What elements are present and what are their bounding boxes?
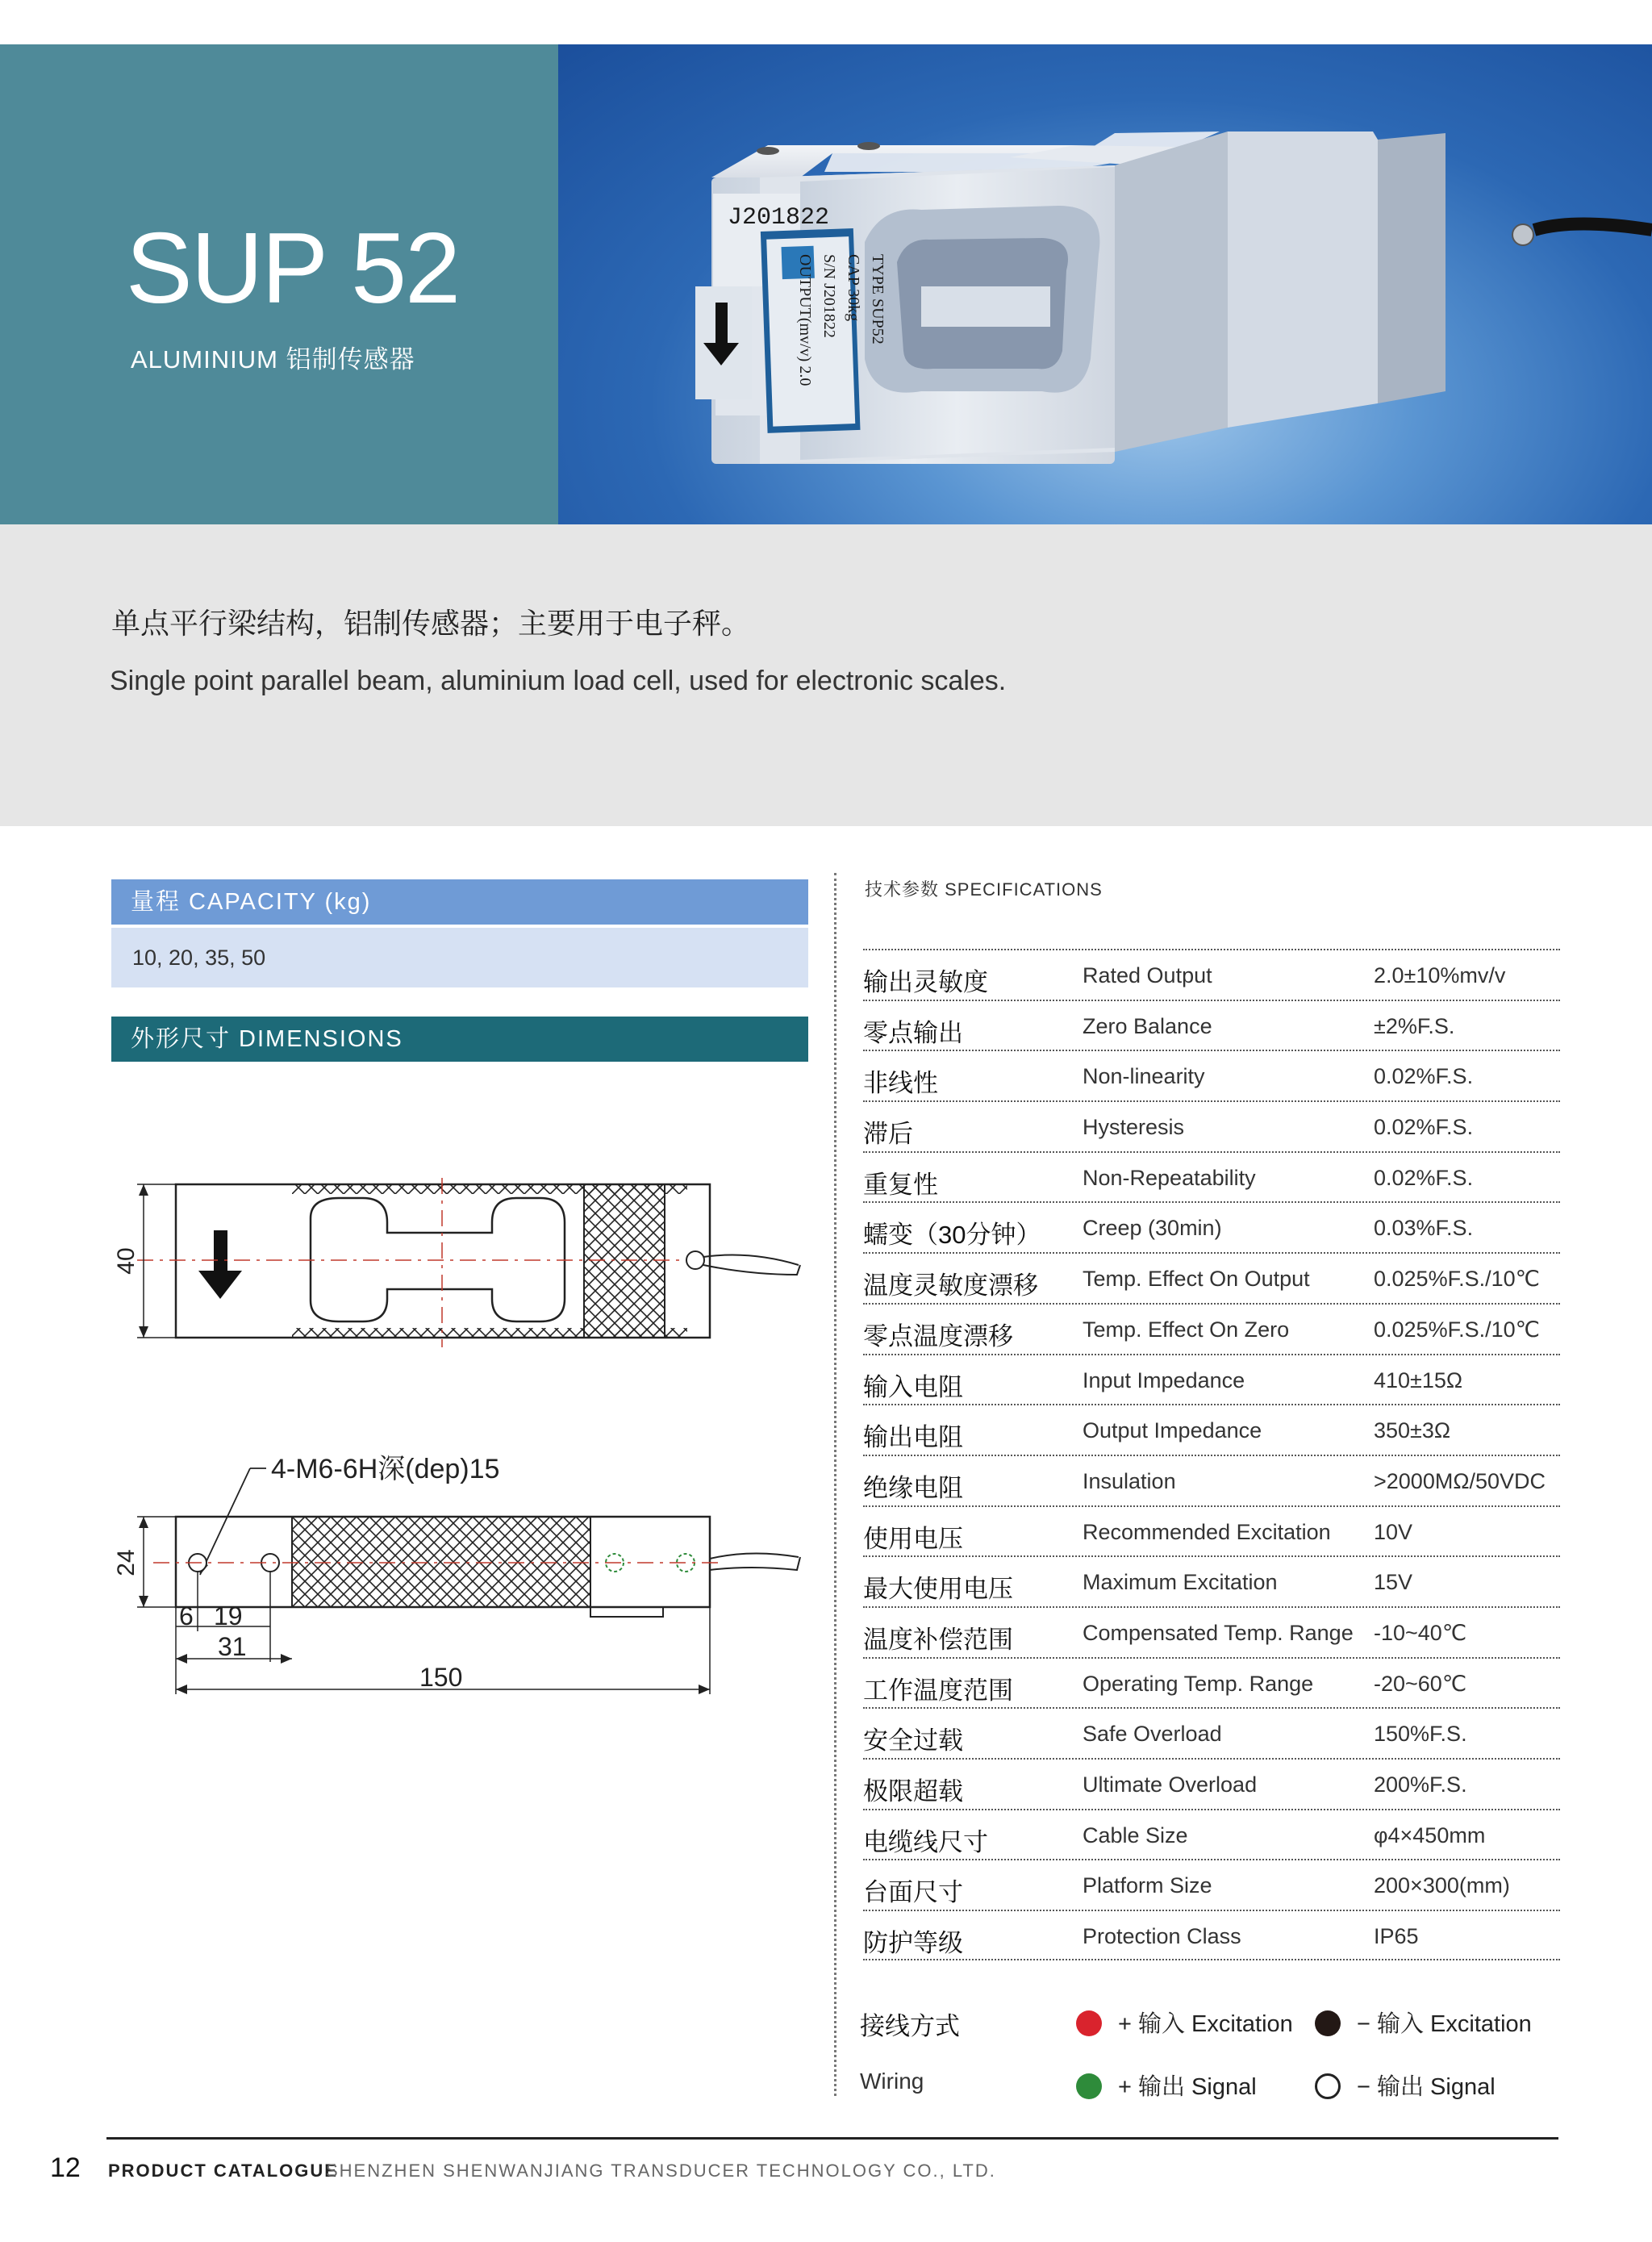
spec-name-chinese: 零点温度漂移 (863, 1321, 1013, 1351)
capacity-values: 10, 20, 35, 50 (111, 928, 808, 987)
spec-row (863, 1354, 1560, 1405)
spec-row (863, 1606, 1560, 1657)
spec-row (863, 1657, 1560, 1708)
spec-value: 350±3Ω (1374, 1418, 1451, 1443)
photo-label-output: OUTPUT(mv/v) 2.0 (796, 254, 814, 386)
dimensions-heading: 外形尺寸 DIMENSIONS (111, 1017, 808, 1062)
description-english: Single point parallel beam, aluminium load cell, used for electronic scales. (110, 666, 1007, 696)
spec-name-english: Platform Size (1083, 1873, 1212, 1898)
wire-signal-positive (1076, 2069, 1257, 2102)
black-dot-icon (1315, 2010, 1341, 2036)
wire-signal-negative (1315, 2069, 1496, 2102)
spec-row (863, 1455, 1560, 1505)
load-cell-photo (558, 44, 1652, 524)
spec-name-english: Temp. Effect On Zero (1083, 1317, 1290, 1342)
dimension-31: 31 (218, 1632, 247, 1661)
spec-value: 15V (1374, 1570, 1413, 1595)
spec-name-english: Protection Class (1083, 1924, 1241, 1949)
spec-value: -20~60℃ (1374, 1671, 1467, 1696)
spec-name-chinese: 滞后 (863, 1120, 913, 1149)
spec-row (863, 1000, 1560, 1050)
spec-value: 0.02%F.S. (1374, 1165, 1474, 1190)
spec-value: -10~40℃ (1374, 1620, 1467, 1645)
dimension-drawing (105, 1162, 831, 1726)
product-photo (558, 44, 1652, 524)
spec-name-english: Creep (30min) (1083, 1216, 1222, 1241)
wire-label: − 输入 Excitation (1357, 2011, 1532, 2037)
spec-row (863, 949, 1560, 1000)
spec-value: 0.025%F.S./10℃ (1374, 1267, 1540, 1292)
spec-name-english: Maximum Excitation (1083, 1570, 1278, 1595)
spec-name-chinese: 工作温度范围 (863, 1676, 1013, 1705)
spec-row (863, 1100, 1560, 1151)
spec-value: ±2%F.S. (1374, 1013, 1455, 1038)
spec-name-chinese: 温度补偿范围 (863, 1625, 1013, 1654)
wiring-label-english: Wiring (860, 2069, 924, 2094)
spec-value: 0.02%F.S. (1374, 1115, 1474, 1140)
spec-name-chinese: 输出电阻 (863, 1423, 963, 1452)
spec-value: 2.0±10%mv/v (1374, 963, 1506, 987)
spec-value: φ4×450mm (1374, 1822, 1486, 1847)
wire-label: + 输入 Excitation (1118, 2011, 1293, 2037)
spec-row (863, 1555, 1560, 1606)
spec-row (863, 1201, 1560, 1252)
spec-value: 10V (1374, 1519, 1413, 1544)
column-divider (834, 873, 836, 2096)
wire-label: − 输出 Signal (1357, 2074, 1496, 2100)
spec-name-english: Cable Size (1083, 1822, 1188, 1847)
spec-name-chinese: 最大使用电压 (863, 1575, 1013, 1604)
spec-row (863, 1151, 1560, 1202)
dimension-19: 19 (214, 1601, 243, 1630)
photo-label-sn: S/N J201822 (820, 254, 838, 338)
red-dot-icon (1076, 2010, 1102, 2036)
spec-name-chinese: 安全过载 (863, 1726, 963, 1756)
wire-excitation-positive (1076, 2006, 1293, 2039)
spec-name-english: Temp. Effect On Output (1083, 1267, 1310, 1292)
spec-name-chinese: 输入电阻 (863, 1372, 963, 1401)
spec-name-english: Recommended Excitation (1083, 1519, 1331, 1544)
spec-value: 150%F.S. (1374, 1722, 1467, 1747)
spec-name-english: Ultimate Overload (1083, 1772, 1258, 1797)
spec-name-chinese: 蠕变（30分钟） (863, 1221, 1041, 1250)
dimension-length: 150 (419, 1663, 463, 1692)
spec-value: 0.02%F.S. (1374, 1064, 1474, 1089)
spec-name-english: Zero Balance (1083, 1013, 1212, 1038)
model-subtitle: ALUMINIUM 铝制传感器 (131, 345, 415, 374)
spec-row (863, 1050, 1560, 1100)
spec-name-chinese: 绝缘电阻 (863, 1473, 963, 1502)
spec-name-english: Compensated Temp. Range (1083, 1620, 1354, 1645)
spec-name-english: Output Impedance (1083, 1418, 1262, 1443)
spec-name-chinese: 温度灵敏度漂移 (863, 1271, 1038, 1301)
thread-note: 4-M6-6H深(dep)15 (271, 1454, 500, 1484)
spec-row (863, 1758, 1560, 1809)
spec-value: 410±15Ω (1374, 1367, 1463, 1392)
wiring-label-chinese: 接线方式 (860, 2012, 960, 2040)
photo-label-type: TYPE SUP52 (869, 254, 886, 344)
specifications-table (863, 949, 1560, 1960)
footer-rule (106, 2137, 1558, 2140)
page-number: 12 (50, 2152, 81, 2183)
spec-row (863, 1707, 1560, 1758)
dimension-6: 6 (179, 1601, 194, 1630)
footer-catalogue: PRODUCT CATALOGUE (108, 2161, 338, 2181)
spec-name-chinese: 非线性 (863, 1069, 938, 1098)
spec-name-chinese: 台面尺寸 (863, 1878, 963, 1907)
spec-name-english: Non-Repeatability (1083, 1165, 1256, 1190)
spec-value: 0.025%F.S./10℃ (1374, 1317, 1540, 1342)
spec-name-chinese: 使用电压 (863, 1524, 963, 1553)
spec-row (863, 1252, 1560, 1303)
spec-name-chinese: 电缆线尺寸 (863, 1827, 988, 1856)
photo-label-cap: CAP 30kg (845, 254, 862, 322)
specifications-title: 技术参数 SPECIFICATIONS (865, 879, 1103, 900)
spec-value: 200%F.S. (1374, 1772, 1467, 1797)
capacity-heading: 量程 CAPACITY (kg) (111, 879, 808, 925)
dimension-height-top: 40 (113, 1247, 140, 1275)
spec-name-english: Non-linearity (1083, 1064, 1205, 1089)
spec-name-english: Insulation (1083, 1468, 1176, 1493)
technical-drawing (105, 1162, 831, 1726)
spec-name-english: Hysteresis (1083, 1115, 1185, 1140)
spec-value: IP65 (1374, 1924, 1419, 1949)
wire-label: + 输出 Signal (1118, 2074, 1257, 2100)
spec-name-english: Safe Overload (1083, 1722, 1222, 1747)
spec-name-chinese: 防护等级 (863, 1929, 963, 1958)
spec-row (863, 1505, 1560, 1556)
load-direction-arrow-icon (198, 1230, 242, 1299)
spec-name-chinese: 极限超载 (863, 1777, 963, 1806)
spec-name-chinese: 零点输出 (863, 1018, 963, 1047)
spec-value: >2000MΩ/50VDC (1374, 1468, 1546, 1493)
wire-excitation-negative (1315, 2006, 1532, 2039)
photo-serial: J201822 (728, 204, 830, 232)
spec-value: 200×300(mm) (1374, 1873, 1510, 1898)
model-title: SUP 52 (126, 213, 460, 324)
dimension-height-side: 24 (113, 1549, 140, 1576)
white-dot-icon (1315, 2073, 1341, 2099)
description-chinese: 单点平行梁结构，铝制传感器；主要用于电子秤。 (111, 607, 751, 640)
spec-row (863, 1303, 1560, 1354)
spec-name-chinese: 重复性 (863, 1170, 938, 1199)
spec-name-chinese: 输出灵敏度 (863, 968, 988, 996)
spec-name-english: Rated Output (1083, 963, 1212, 987)
spec-row (863, 1404, 1560, 1455)
footer-company: SHENZHEN SHENWANJIANG TRANSDUCER TECHNOLOGY CO., LTD. (326, 2161, 996, 2181)
spec-row (863, 1910, 1560, 1960)
spec-row (863, 1809, 1560, 1860)
spec-name-english: Input Impedance (1083, 1367, 1245, 1392)
green-dot-icon (1076, 2073, 1102, 2099)
spec-value: 0.03%F.S. (1374, 1216, 1474, 1241)
spec-name-english: Operating Temp. Range (1083, 1671, 1314, 1696)
spec-row (863, 1859, 1560, 1910)
